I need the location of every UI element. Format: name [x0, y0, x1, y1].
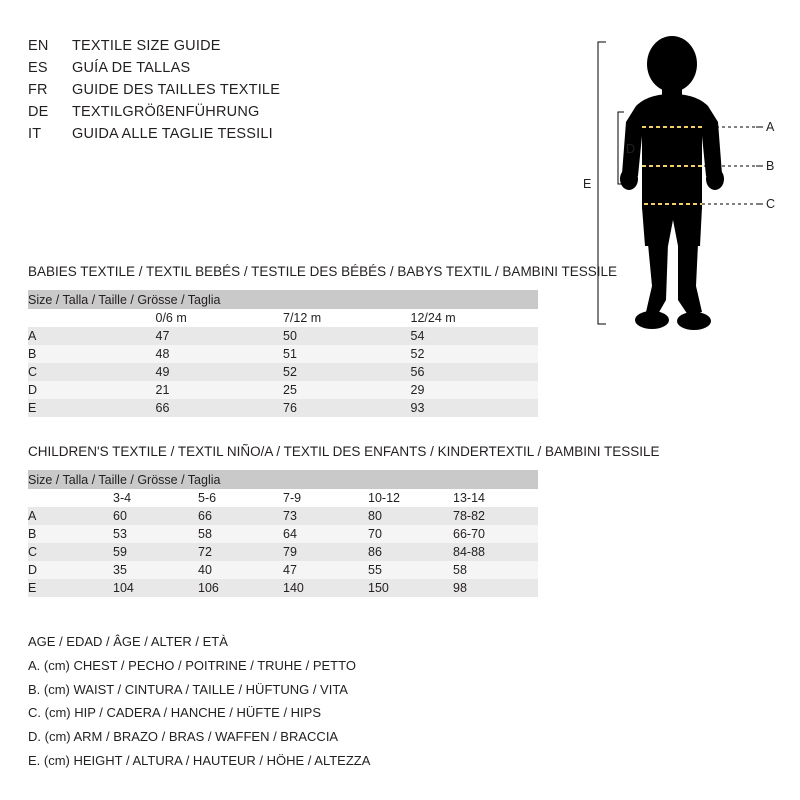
title-row-it: [28, 126, 448, 148]
children-c-0: 59: [113, 543, 198, 561]
measurement-legend: [28, 630, 370, 773]
children-b-4: 66-70: [453, 525, 538, 543]
children-row-label-b: B: [28, 525, 113, 543]
children-a-3: 80: [368, 507, 453, 525]
children-a-2: 73: [283, 507, 368, 525]
babies-b-1: 51: [283, 345, 411, 363]
children-e-1: 106: [198, 579, 283, 597]
children-e-4: 98: [453, 579, 538, 597]
babies-col-0: 0/6 m: [156, 309, 284, 327]
babies-row-label-c: C: [28, 363, 156, 381]
children-col-1: 5-6: [198, 489, 283, 507]
legend-line-a: A. (cm) CHEST / PECHO / POITRINE / TRUHE / PETTO: [28, 657, 356, 673]
language-code-en: EN: [28, 38, 49, 54]
title-row-es: [28, 60, 448, 82]
children-col-4: 13-14: [453, 489, 538, 507]
children-col-3: 10-12: [368, 489, 453, 507]
title-row-en: [28, 38, 448, 60]
children-row-label-a: A: [28, 507, 113, 525]
children-b-3: 70: [368, 525, 453, 543]
table-row: [28, 381, 538, 399]
babies-d-0: 21: [156, 381, 284, 399]
e-bracket: [598, 42, 606, 324]
children-d-4: 58: [453, 561, 538, 579]
children-size-label: Size / Talla / Taille / Grösse / Taglia: [28, 470, 538, 489]
legend-line-e: E. (cm) HEIGHT / ALTURA / HAUTEUR / HÖHE / ALTEZZA: [28, 752, 371, 768]
children-b-0: 53: [113, 525, 198, 543]
babies-c-2: 56: [411, 363, 539, 381]
children-b-2: 64: [283, 525, 368, 543]
babies-row-label-b: B: [28, 345, 156, 363]
children-c-1: 72: [198, 543, 283, 561]
table-row: [28, 327, 538, 345]
babies-size-label: Size / Talla / Taille / Grösse / Taglia: [28, 290, 538, 309]
babies-size-label-row: [28, 290, 538, 309]
babies-row-label-a: A: [28, 327, 156, 345]
children-section-heading: CHILDREN'S TEXTILE / TEXTIL NIÑO/A / TEXTIL DES ENFANTS / KINDERTEXTIL / BAMBINI TESSILE: [28, 444, 660, 459]
babies-a-0: 47: [156, 327, 284, 345]
babies-section-heading: BABIES TEXTILE / TEXTIL BEBÉS / TESTILE DES BÉBÉS / BABYS TEXTIL / BAMBINI TESSILE: [28, 264, 617, 279]
children-b-1: 58: [198, 525, 283, 543]
babies-d-1: 25: [283, 381, 411, 399]
babies-column-header-row: [28, 309, 538, 327]
figure-label-e: E: [583, 177, 592, 191]
title-row-fr: [28, 82, 448, 104]
babies-b-0: 48: [156, 345, 284, 363]
title-row-de: [28, 104, 448, 126]
title-text-en: TEXTILE SIZE GUIDE: [72, 38, 221, 54]
figure-label-c: C: [766, 197, 776, 211]
table-row: [28, 579, 538, 597]
children-c-2: 79: [283, 543, 368, 561]
measurement-figure: [560, 24, 790, 354]
legend-line-age: AGE / EDAD / ÂGE / ALTER / ETÀ: [28, 634, 228, 649]
title-text-de: TEXTILGRÖßENFÜHRUNG: [72, 104, 260, 120]
children-e-3: 150: [368, 579, 453, 597]
children-a-1: 66: [198, 507, 283, 525]
children-e-2: 140: [283, 579, 368, 597]
table-row: [28, 399, 538, 417]
figure-label-a: A: [766, 120, 775, 134]
children-c-3: 86: [368, 543, 453, 561]
table-row: [28, 561, 538, 579]
children-a-0: 60: [113, 507, 198, 525]
legend-line-b: B. (cm) WAIST / CINTURA / TAILLE / HÜFTUNG / VITA: [28, 681, 348, 697]
children-size-label-row: [28, 470, 538, 489]
children-d-3: 55: [368, 561, 453, 579]
babies-row-label-d: D: [28, 381, 156, 399]
children-row-label-c: C: [28, 543, 113, 561]
babies-e-1: 76: [283, 399, 411, 417]
table-row: [28, 507, 538, 525]
title-text-es: GUÍA DE TALLAS: [72, 60, 191, 76]
babies-d-2: 29: [411, 381, 539, 399]
title-text-it: GUIDA ALLE TAGLIE TESSILI: [72, 126, 273, 142]
table-row: [28, 345, 538, 363]
table-row: [28, 525, 538, 543]
children-d-0: 35: [113, 561, 198, 579]
babies-e-2: 93: [411, 399, 539, 417]
babies-corner-cell: [28, 309, 156, 327]
babies-a-2: 54: [411, 327, 539, 345]
figure-label-d: D: [626, 142, 636, 156]
children-d-1: 40: [198, 561, 283, 579]
children-col-2: 7-9: [283, 489, 368, 507]
babies-b-2: 52: [411, 345, 539, 363]
children-corner-cell: [28, 489, 113, 507]
language-code-fr: FR: [28, 82, 48, 98]
legend-line-c: C. (cm) HIP / CADERA / HANCHE / HÜFTE / HIPS: [28, 705, 322, 721]
babies-row-label-e: E: [28, 399, 156, 417]
babies-size-table: [28, 290, 538, 417]
language-code-it: IT: [28, 126, 42, 142]
language-code-de: DE: [28, 104, 49, 120]
figure-label-b: B: [766, 159, 775, 173]
babies-col-2: 12/24 m: [411, 309, 539, 327]
title-text-fr: GUIDE DES TAILLES TEXTILE: [72, 82, 281, 98]
table-row: [28, 363, 538, 381]
children-row-label-d: D: [28, 561, 113, 579]
table-row: [28, 543, 538, 561]
child-silhouette-diagram: [560, 24, 790, 354]
babies-col-1: 7/12 m: [283, 309, 411, 327]
title-block: [28, 38, 448, 148]
babies-a-1: 50: [283, 327, 411, 345]
children-col-0: 3-4: [113, 489, 198, 507]
babies-c-1: 52: [283, 363, 411, 381]
children-a-4: 78-82: [453, 507, 538, 525]
babies-e-0: 66: [156, 399, 284, 417]
children-e-0: 104: [113, 579, 198, 597]
babies-c-0: 49: [156, 363, 284, 381]
legend-line-d: D. (cm) ARM / BRAZO / BRAS / WAFFEN / BRACCIA: [28, 729, 339, 745]
children-row-label-e: E: [28, 579, 113, 597]
children-c-4: 84-88: [453, 543, 538, 561]
child-silhouette-icon: [620, 36, 724, 330]
children-size-table: [28, 470, 538, 597]
children-d-2: 47: [283, 561, 368, 579]
language-code-es: ES: [28, 60, 48, 76]
children-column-header-row: [28, 489, 538, 507]
